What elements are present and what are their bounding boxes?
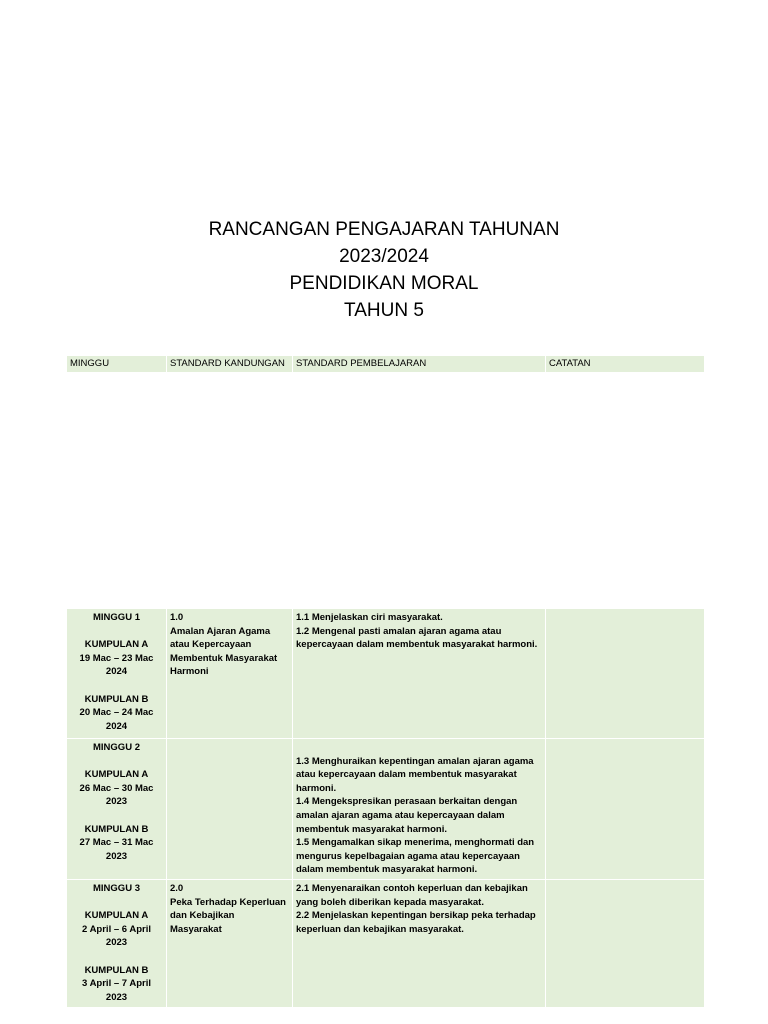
week-label: MINGGU 1 xyxy=(93,612,140,623)
group-a-year: 2024 xyxy=(105,666,128,678)
group-a-dates: 2 April – 6 April xyxy=(82,923,151,935)
spacer xyxy=(70,625,163,639)
notes-cell xyxy=(546,739,705,880)
table-row xyxy=(67,739,705,880)
learning-standard-line: mengurus kepelbagaian agama atau kepercayaan xyxy=(296,850,520,862)
week-cell xyxy=(67,739,167,880)
group-b-year: 2023 xyxy=(105,850,128,862)
learning-standard-line: atau kepercayaan dalam membentuk masyarakat xyxy=(296,769,517,781)
title-line-4: TAHUN 5 xyxy=(344,300,424,321)
learning-standard-line: kepercayaan dalam membentuk masyarakat harmoni. xyxy=(296,639,538,651)
learning-standard-line: 1.3 Menghuraikan kepentingan amalan ajaran agama xyxy=(296,755,534,767)
title-line-3: PENDIDIKAN MORAL xyxy=(289,273,479,294)
content-standard-line: 1.0 xyxy=(170,612,184,623)
learning-standard-line: amalan ajaran agama atau kepercayaan dalam xyxy=(296,809,505,821)
notes-cell xyxy=(546,609,705,739)
learning-standard-line: 1.4 Mengekspresikan perasaan berkaitan dengan xyxy=(296,796,518,808)
content-standard-line: Harmoni xyxy=(170,666,209,678)
group-b-year: 2024 xyxy=(105,720,128,732)
learning-standard-line: 2.2 Menjelaskan kepentingan bersikap peka terhadap xyxy=(296,910,536,922)
group-b-label: KUMPULAN B xyxy=(84,823,149,835)
learning-standard-line: 1.1 Menjelaskan ciri masyarakat. xyxy=(296,612,443,623)
plan-table xyxy=(66,608,705,1008)
learning-standard-line: yang boleh diberikan kepada masyarakat. xyxy=(296,896,484,908)
group-a-label: KUMPULAN A xyxy=(84,639,149,651)
learning-standard-line: membentuk masyarakat harmoni. xyxy=(296,823,448,835)
spacer xyxy=(70,809,163,823)
spacer xyxy=(70,755,163,769)
group-a-dates: 19 Mac – 23 Mac xyxy=(79,652,154,664)
learning-standard-cell xyxy=(293,609,546,739)
group-b-dates: 27 Mac – 31 Mac xyxy=(79,837,154,849)
content-standard-line: atau Kepercayaan xyxy=(170,639,252,651)
group-a-year: 2023 xyxy=(105,937,128,949)
content-standard-cell xyxy=(167,609,293,739)
content-standard-line: Amalan Ajaran Agama xyxy=(170,625,271,637)
spacer xyxy=(70,950,163,964)
header-standard-kandungan: STANDARD KANDUNGAN xyxy=(167,356,293,373)
content-standard-cell xyxy=(167,880,293,1008)
header-row xyxy=(67,356,705,373)
title-line-1: RANCANGAN PENGAJARAN TAHUNAN xyxy=(208,219,560,240)
group-b-label: KUMPULAN B xyxy=(84,964,149,976)
notes-cell xyxy=(546,880,705,1008)
learning-standard-cell xyxy=(293,880,546,1008)
learning-standard-line: dalam membentuk masyarakat harmoni. xyxy=(296,864,478,876)
learning-standard-cell xyxy=(293,739,546,880)
title-line-2: 2023/2024 xyxy=(339,246,429,267)
learning-standard-line: harmoni. xyxy=(296,782,337,794)
group-a-label: KUMPULAN A xyxy=(84,910,149,922)
week-cell xyxy=(67,880,167,1008)
content-standard-line: Peka Terhadap Keperluan xyxy=(170,896,286,908)
week-label: MINGGU 3 xyxy=(93,883,140,894)
group-a-label: KUMPULAN A xyxy=(84,769,149,781)
table-row xyxy=(67,880,705,1008)
document-title xyxy=(0,216,768,324)
content-standard-line: dan Kebajikan xyxy=(170,910,235,922)
group-b-dates: 3 April – 7 April xyxy=(82,978,151,990)
group-a-dates: 26 Mac – 30 Mac xyxy=(79,782,154,794)
week-cell xyxy=(67,609,167,739)
week-label: MINGGU 2 xyxy=(93,742,140,753)
table-row xyxy=(67,609,705,739)
header-standard-pembelajaran: STANDARD PEMBELAJARAN xyxy=(293,356,546,373)
learning-standard-line: 2.1 Menyenaraikan contoh keperluan dan kebajikan xyxy=(296,883,528,894)
header-minggu: MINGGU xyxy=(67,356,167,373)
group-b-dates: 20 Mac – 24 Mac xyxy=(79,707,154,719)
group-a-year: 2023 xyxy=(105,796,128,808)
learning-standard-line: keperluan dan kebajikan masyarakat. xyxy=(296,923,464,935)
content-standard-cell xyxy=(167,739,293,880)
table-header xyxy=(66,355,705,373)
group-b-year: 2023 xyxy=(105,991,128,1003)
header-catatan: CATATAN xyxy=(546,356,705,373)
content-standard-line: Membentuk Masyarakat xyxy=(170,652,278,664)
group-b-label: KUMPULAN B xyxy=(84,693,149,705)
spacer xyxy=(70,679,163,693)
spacer xyxy=(70,896,163,910)
learning-standard-line: 1.2 Mengenal pasti amalan ajaran agama atau xyxy=(296,625,502,637)
content-standard-line: 2.0 xyxy=(170,883,184,894)
learning-standard-line: 1.5 Mengamalkan sikap menerima, menghormati dan xyxy=(296,837,535,849)
content-standard-line: Masyarakat xyxy=(170,923,222,935)
